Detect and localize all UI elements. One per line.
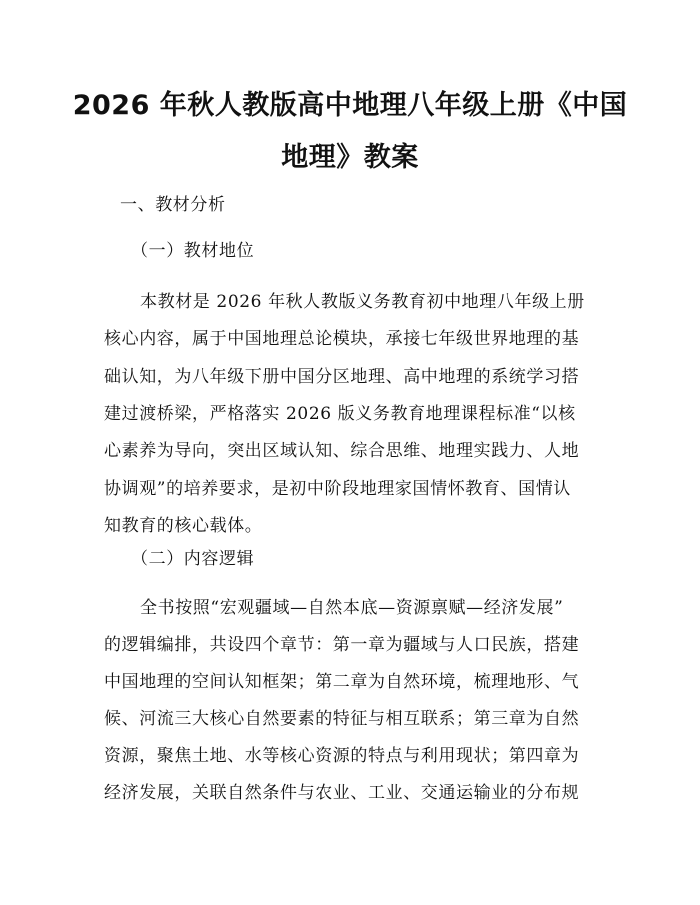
subsection-heading: （二）内容逻辑 xyxy=(131,549,255,569)
paragraph-line: 核心内容，属于中国地理总论模块，承接七年级世界地理的基 xyxy=(104,329,580,349)
paragraph-line: 知教育的核心载体。 xyxy=(104,516,263,536)
document-title-line-2: 地理》教案 xyxy=(281,142,419,173)
document-title-line-1: 2026 年秋人教版高中地理八年级上册《中国 xyxy=(72,90,628,121)
section-heading: 一、教材分析 xyxy=(120,195,226,215)
subsection-heading: （一）教材地位 xyxy=(131,241,255,261)
paragraph-line: 中国地理的空间认知框架；第二章为自然环境，梳理地形、气 xyxy=(104,672,580,692)
paragraph-line: 的逻辑编排，共设四个章节：第一章为疆域与人口民族，搭建 xyxy=(104,635,580,655)
paragraph-line: 全书按照“宏观疆域—自然本底—资源禀赋—经济发展” xyxy=(140,598,564,618)
paragraph-line: 经济发展，关联自然条件与农业、工业、交通运输业的分布规 xyxy=(104,783,580,803)
paragraph-line: 协调观”的培养要求，是初中阶段地理家国情怀教育、国情认 xyxy=(104,479,571,499)
paragraph-line: 候、河流三大核心自然要素的特征与相互联系；第三章为自然 xyxy=(104,709,580,729)
paragraph-line: 资源，聚焦土地、水等核心资源的特点与利用现状；第四章为 xyxy=(104,746,580,766)
paragraph-line: 建过渡桥梁，严格落实 2026 版义务教育地理课程标准“以核 xyxy=(104,404,576,424)
paragraph-line: 本教材是 2026 年秋人教版义务教育初中地理八年级上册 xyxy=(140,292,585,312)
paragraph-line: 心素养为导向，突出区域认知、综合思维、地理实践力、人地 xyxy=(104,441,580,461)
paragraph-line: 础认知，为八年级下册中国分区地理、高中地理的系统学习搭 xyxy=(104,367,580,387)
